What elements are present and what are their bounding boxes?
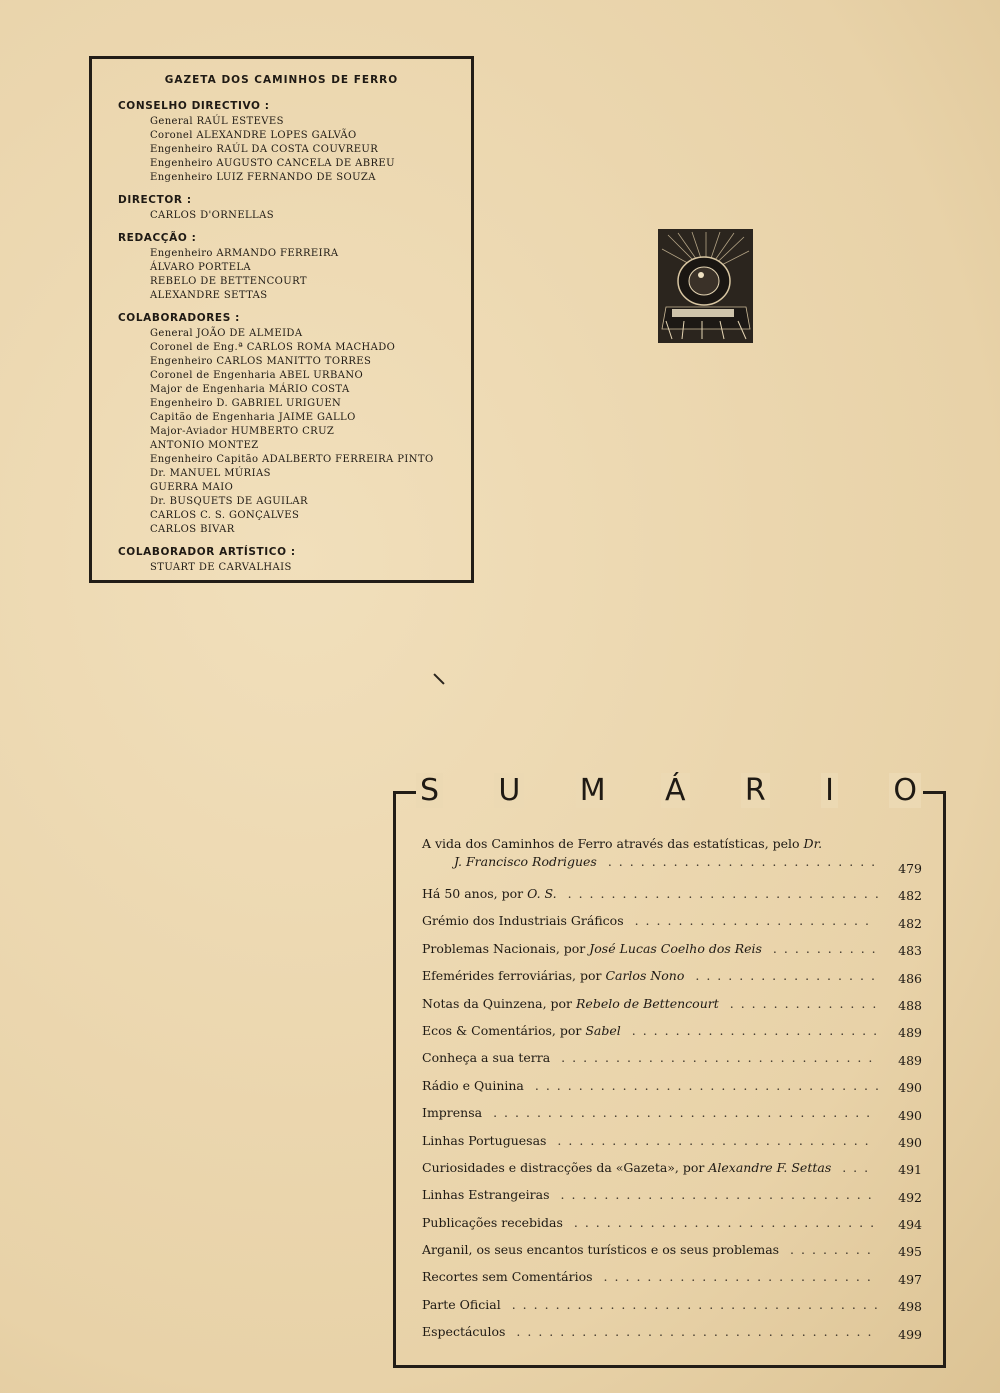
toc-leader-dots: .......... (761, 940, 883, 956)
toc-leader-dots: ............................ (562, 1214, 882, 1230)
toc-page-number: 483 (898, 943, 922, 959)
staff-name: Coronel ALEXANDRE LOPES GALVÃO (150, 130, 357, 141)
toc-page-number: 498 (898, 1299, 922, 1315)
staff-name: Major de Engenharia MÁRIO COSTA (150, 384, 350, 395)
staff-name: ANTONIO MONTEZ (150, 440, 259, 451)
toc-entry-line (422, 1154, 922, 1181)
staff-name: REBELO DE BETTENCOURT (150, 276, 307, 287)
staff-name: General RAÚL ESTEVES (150, 116, 284, 127)
toc-entry (422, 1181, 922, 1208)
staff-name: CARLOS C. S. GONÇALVES (150, 510, 300, 521)
toc-page-number: 489 (898, 1052, 922, 1068)
staff-section-heading: REDACÇÃO : (118, 232, 197, 244)
toc-page-number: 488 (898, 997, 922, 1013)
toc-entry-line (422, 880, 922, 907)
staff-name: Engenheiro LUIZ FERNANDO DE SOUZA (150, 172, 376, 183)
toc-entry (422, 1099, 922, 1126)
toc-entry-line (422, 1072, 922, 1099)
toc-leader-dots: ................................... (482, 1105, 878, 1121)
stray-mark (433, 673, 444, 684)
toc-heading-letter: U (494, 773, 524, 808)
staff-section-heading: COLABORADOR ARTÍSTICO : (118, 546, 296, 558)
toc-entry-title: Publicações recebidas (422, 1214, 563, 1230)
staff-name-list (118, 115, 471, 185)
toc-page-number: 495 (898, 1244, 922, 1260)
locomotive-engraving (658, 229, 753, 343)
toc-leader-dots: ................................. (505, 1324, 879, 1340)
toc-entry-author: Alexandre F. Settas (708, 1159, 832, 1175)
toc-border-right-segment (923, 791, 943, 794)
toc-leader-dots: ............................. (549, 1187, 879, 1203)
toc-leader-dots: .............. (718, 995, 884, 1011)
staff-name: Engenheiro AUGUSTO CANCELA DE ABREU (150, 158, 395, 169)
toc-entry (422, 1263, 922, 1290)
staff-name: Coronel de Eng.ª CARLOS ROMA MACHADO (150, 342, 396, 353)
staff-name-list (118, 327, 471, 537)
toc-entry-line (422, 962, 922, 989)
toc-heading-letter: M (576, 773, 610, 808)
toc-entry-line (422, 1263, 922, 1290)
toc-entry-line (422, 990, 922, 1017)
masthead-title: GAZETA DOS CAMINHOS DE FERRO (164, 74, 399, 86)
toc-entry-line (422, 907, 922, 934)
toc-entry-title: Imprensa (422, 1105, 483, 1121)
toc-entry (422, 1044, 922, 1071)
toc-page-number: 499 (898, 1326, 922, 1342)
toc-page-number: 489 (898, 1025, 922, 1041)
staff-name: Engenheiro RAÚL DA COSTA COUVREUR (150, 144, 379, 155)
toc-heading-letter: Á (661, 773, 690, 808)
toc-entry-line (422, 1209, 922, 1236)
toc-entry-line (422, 835, 922, 853)
toc-entry (422, 1236, 922, 1263)
toc-entry-author: O. S. (527, 886, 557, 901)
toc-entry-title: Rádio e Quinina (422, 1077, 524, 1093)
toc-leader-dots: ......................... (592, 1269, 878, 1285)
toc-entry (422, 1154, 922, 1181)
toc-heading-letter: O (889, 773, 921, 808)
toc-entry-title: Grémio dos Industriais Gráficos (422, 913, 624, 929)
toc-heading-letter: S (416, 773, 443, 808)
toc-leader-dots: ......................... (596, 854, 883, 869)
toc-page-number: 482 (898, 888, 922, 904)
toc-page-number: 490 (898, 1080, 922, 1096)
toc-leader-dots: ....................... (620, 1022, 885, 1038)
toc-entry-line (422, 1044, 922, 1071)
toc-entry (422, 1318, 922, 1345)
toc-entry-author: Sabel (585, 1022, 621, 1038)
staff-name: Engenheiro ARMANDO FERREIRA (150, 248, 339, 259)
toc-heading-letter: I (821, 773, 838, 808)
toc-entry-author: Dr. (803, 836, 823, 851)
toc-leader-dots: ... (831, 1159, 876, 1175)
toc-leader-dots: ............................. (550, 1050, 880, 1066)
toc-page-number: 497 (898, 1271, 922, 1287)
toc-heading (416, 773, 921, 808)
toc-entry-title: Conheça a sua terra (422, 1050, 551, 1066)
toc-entry-title: Ecos & Comentários, por (422, 1022, 586, 1038)
toc-entry (422, 1127, 922, 1154)
staff-name: General JOÃO DE ALMEIDA (150, 328, 303, 339)
toc-border-left-segment (396, 791, 418, 794)
toc-entry-author: J. Francisco Rodrigues (454, 854, 597, 869)
toc-leader-dots: ...................... (623, 913, 876, 929)
toc-entry-title: A vida dos Caminhos de Ferro através das estatísticas, pelo (422, 836, 804, 851)
staff-section-heading: DIRECTOR : (118, 194, 192, 206)
toc-leader-dots: ........ (779, 1242, 878, 1258)
toc-entry (422, 835, 922, 880)
staff-name: CARLOS BIVAR (150, 524, 235, 535)
staff-masthead (89, 56, 474, 583)
staff-name-list (118, 247, 471, 303)
toc-entry (422, 1072, 922, 1099)
toc-entry (422, 907, 922, 934)
staff-section-heading: CONSELHO DIRECTIVO : (118, 100, 270, 112)
toc-entry (422, 990, 922, 1017)
toc-page-number: 491 (898, 1162, 922, 1178)
staff-name: Engenheiro Capitão ADALBERTO FERREIRA PINTO (150, 454, 434, 465)
toc-list (422, 835, 922, 1346)
staff-sections (118, 99, 471, 575)
toc-entry-title: Curiosidades e distracções da «Gazeta», por (422, 1159, 709, 1175)
staff-name: GUERRA MAIO (150, 482, 234, 493)
toc-heading-letter: R (741, 773, 770, 808)
staff-name: Coronel de Engenharia ABEL URBANO (150, 370, 364, 381)
toc-leader-dots: ................. (684, 968, 882, 984)
toc-leader-dots: ............................. (556, 886, 886, 901)
toc-entry-title: Efemérides ferroviárias, por (422, 968, 606, 984)
toc-entry-author: Carlos Nono (605, 968, 685, 984)
staff-name: Capitão de Engenharia JAIME GALLO (150, 412, 356, 423)
toc-entry-line (422, 1017, 922, 1044)
toc-leader-dots: ................................ (523, 1077, 886, 1093)
toc-entry (422, 1209, 922, 1236)
toc-entry (422, 935, 922, 962)
toc-page-number: 486 (898, 970, 922, 986)
staff-name-list (118, 561, 471, 575)
toc-page-number: 479 (898, 861, 922, 876)
staff-name: Major-Aviador HUMBERTO CRUZ (150, 426, 335, 437)
toc-page-number: 494 (898, 1217, 922, 1233)
toc-page-number: 490 (898, 1107, 922, 1123)
toc-entry-title: Notas da Quinzena, por (422, 995, 577, 1011)
toc-entry-line (422, 1236, 922, 1263)
staff-name: Dr. MANUEL MÚRIAS (150, 468, 271, 479)
staff-name: Engenheiro CARLOS MANITTO TORRES (150, 356, 372, 367)
toc-entry-line (422, 1181, 922, 1208)
toc-entry-title: Problemas Nacionais, por (422, 940, 590, 956)
toc-entry-line (422, 1099, 922, 1126)
staff-name: STUART DE CARVALHAIS (150, 562, 292, 573)
toc-entry (422, 962, 922, 989)
toc-entry-author: Rebelo de Bettencourt (576, 995, 719, 1011)
staff-name: CARLOS D'ORNELLAS (150, 210, 274, 221)
toc-page-number: 482 (898, 915, 922, 931)
toc-entry-line (422, 1291, 922, 1318)
toc-entry-author: José Lucas Coelho dos Reis (589, 940, 762, 956)
toc-entry-title: Arganil, os seus encantos turísticos e os seus problemas (422, 1242, 780, 1258)
toc-entry-title: Linhas Portuguesas (422, 1132, 547, 1148)
toc-entry-title: Recortes sem Comentários (422, 1269, 593, 1285)
toc-entry-title: Espectáculos (422, 1324, 506, 1340)
staff-name: ALEXANDRE SETTAS (150, 290, 268, 301)
toc-entry-line (422, 1318, 922, 1345)
toc-entry (422, 1017, 922, 1044)
staff-name-list (118, 209, 471, 223)
summary-table-of-contents (393, 773, 946, 1368)
toc-entry-line (422, 853, 922, 871)
toc-entry (422, 1291, 922, 1318)
staff-name: Dr. BUSQUETS DE AGUILAR (150, 496, 308, 507)
toc-entry-title: Há 50 anos, por (422, 886, 528, 901)
toc-leader-dots: ............................. (546, 1132, 876, 1148)
toc-entry-title: Linhas Estrangeiras (422, 1187, 550, 1203)
toc-entry-title: Parte Oficial (422, 1296, 501, 1312)
toc-leader-dots: .................................. (500, 1296, 885, 1312)
staff-name: Engenheiro D. GABRIEL URIGUEN (150, 398, 342, 409)
locomotive-illustration (658, 229, 753, 343)
toc-entry-line (422, 1127, 922, 1154)
staff-name: ÁLVARO PORTELA (150, 262, 252, 273)
toc-page-number: 492 (898, 1189, 922, 1205)
staff-section-heading: COLABORADORES : (118, 312, 240, 324)
toc-entry (422, 880, 922, 907)
toc-entry-line (422, 935, 922, 962)
toc-page-number: 490 (898, 1134, 922, 1150)
